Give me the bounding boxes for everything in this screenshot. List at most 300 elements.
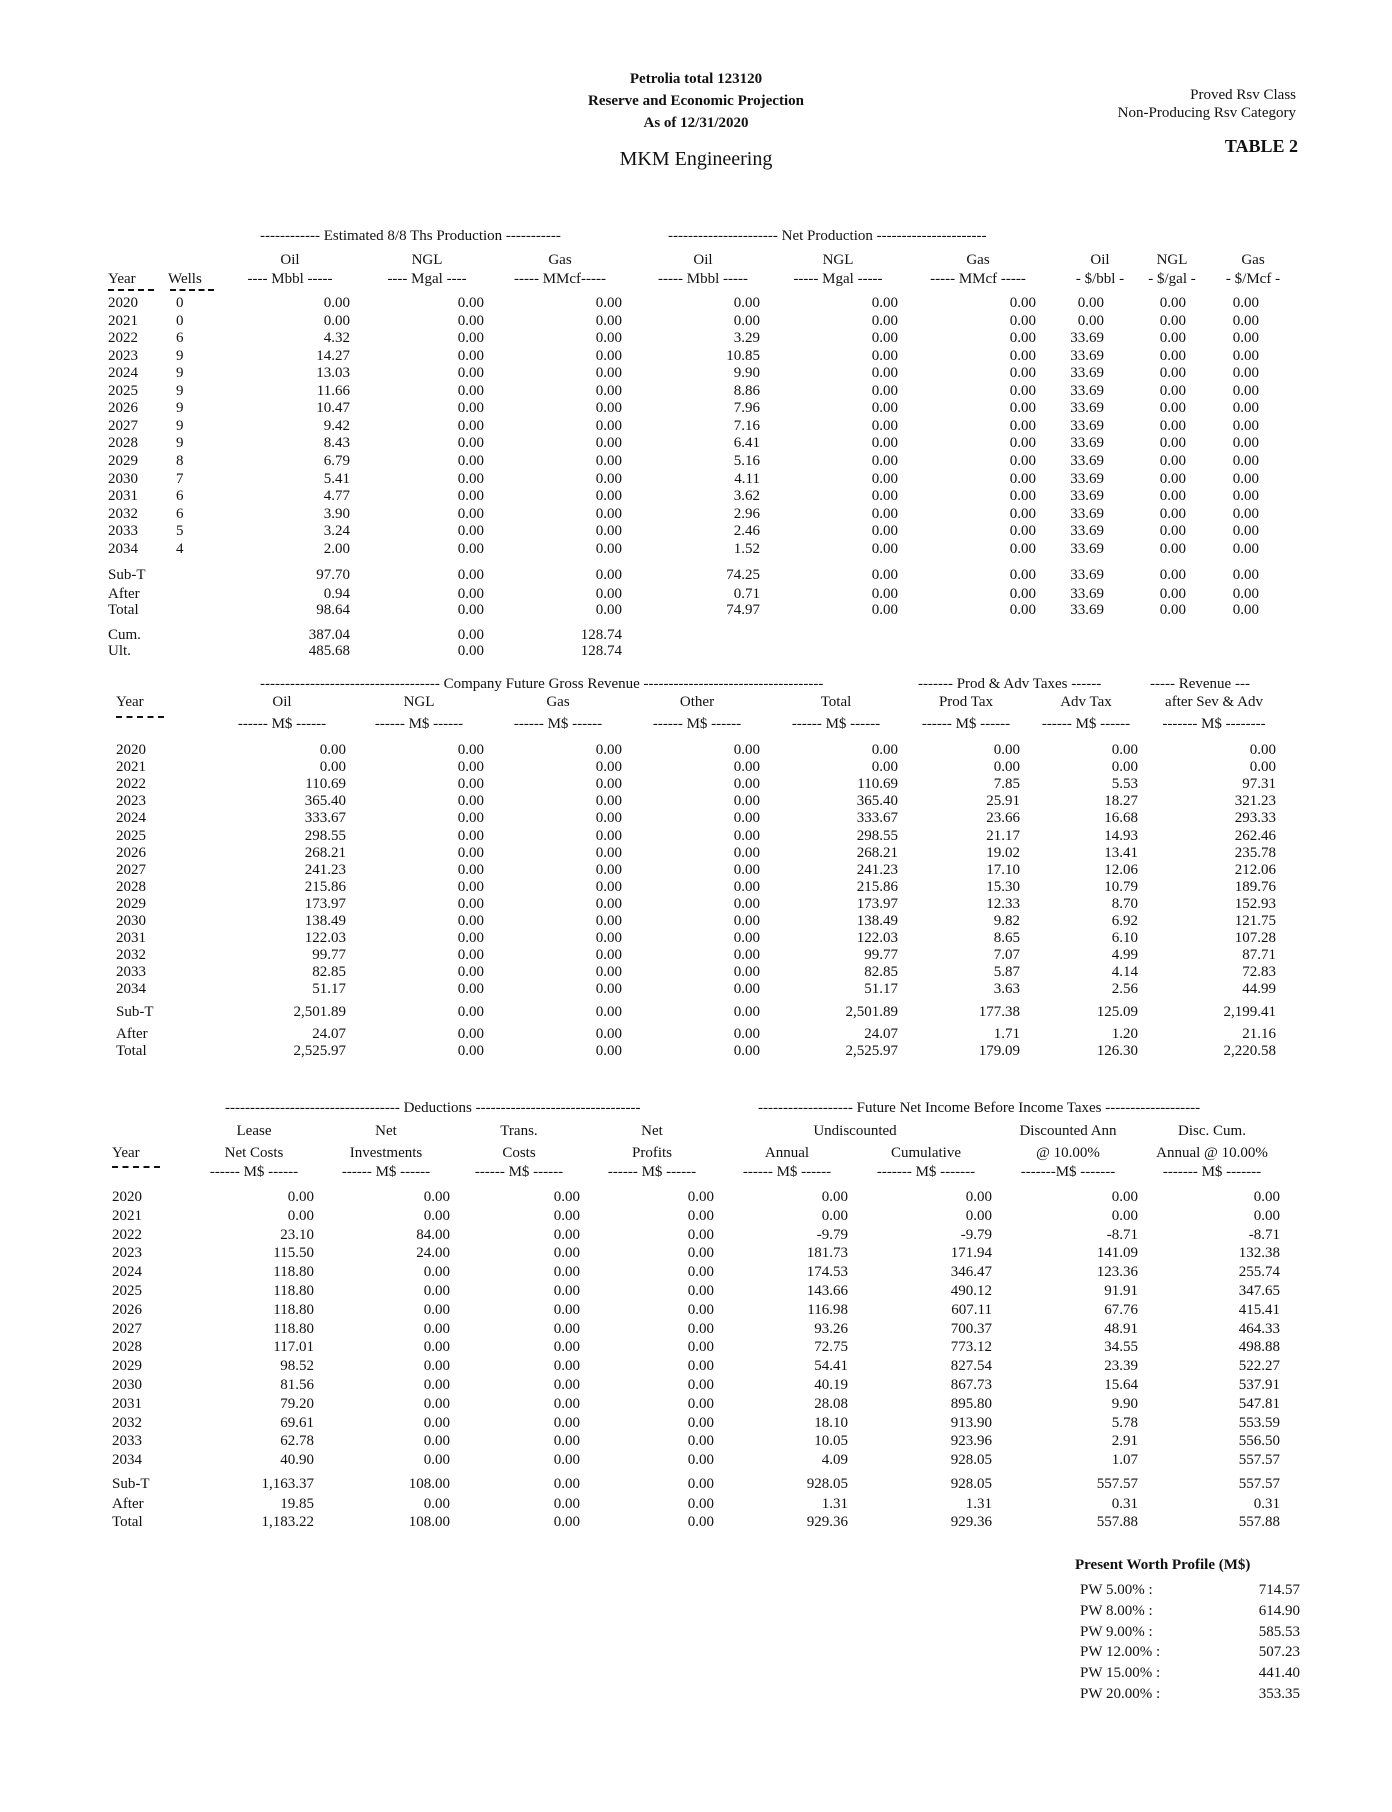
cell: 0.00 [1159, 523, 1186, 540]
cell: 0.00 [553, 1395, 580, 1412]
cell: 0.00 [871, 365, 898, 382]
cell: 0.00 [1009, 400, 1036, 417]
cell: 0.00 [1009, 602, 1036, 618]
cell: 0.00 [1253, 1207, 1280, 1224]
cell: 0.00 [1009, 347, 1036, 364]
cell: 522.27 [1238, 1358, 1280, 1375]
cell: 607.11 [951, 1301, 992, 1318]
cell: 0.00 [687, 1264, 714, 1281]
title-line-3: As of 12/31/2020 [643, 115, 749, 131]
cell: 556.50 [1238, 1433, 1280, 1450]
cell: 91.91 [1104, 1283, 1138, 1299]
cell: 353.35 [1258, 1686, 1300, 1702]
cell: 138.49 [304, 913, 346, 929]
cell: 0.00 [871, 417, 898, 434]
cell: 9.90 [733, 365, 760, 382]
cell: Prod Tax [938, 694, 994, 710]
cell: 507.23 [1258, 1644, 1300, 1661]
cell: Other [679, 694, 715, 710]
cell: 138.49 [856, 913, 898, 929]
cell: 537.91 [1238, 1377, 1280, 1393]
cell: 0.00 [319, 742, 346, 758]
cell: 3.62 [733, 488, 760, 505]
rsv-category: Non-Producing Rsv Category [1117, 105, 1296, 121]
cell: 2029 [116, 895, 146, 912]
cell: 557.57 [1238, 1476, 1280, 1492]
cell: 2026 [112, 1301, 142, 1318]
cell: 928.05 [950, 1476, 992, 1492]
cell: 2.96 [733, 505, 760, 522]
cell: 0.00 [871, 330, 898, 347]
cell: 0.00 [1009, 435, 1036, 452]
cell: 387.04 [308, 627, 350, 643]
cell: NGL [822, 252, 854, 268]
cell: 0.00 [733, 947, 760, 964]
cell: 553.59 [1238, 1414, 1280, 1431]
cell: PW 12.00% : [1080, 1644, 1161, 1661]
cell: 2034 [108, 540, 138, 557]
cell: Net [641, 1123, 663, 1139]
cell: ------ M$ ------ [921, 716, 1011, 732]
present-worth-row [0, 1663, 1392, 1684]
cell: 2.91 [1111, 1433, 1138, 1450]
cell: 0.00 [553, 1226, 580, 1243]
cell: 2,220.58 [1223, 1043, 1276, 1059]
cell: 0.00 [733, 964, 760, 981]
cell: 1,163.37 [261, 1476, 314, 1492]
cell: 498.88 [1238, 1339, 1280, 1356]
cell: 116.98 [807, 1301, 848, 1318]
cell: 72.75 [814, 1339, 848, 1356]
cell: 0.00 [1159, 365, 1186, 382]
cell: 2028 [108, 435, 138, 452]
cell: 15.30 [986, 878, 1020, 895]
cell: 0.00 [821, 1207, 848, 1224]
cell: 0.00 [1009, 382, 1036, 399]
cell: 62.78 [280, 1433, 314, 1450]
cell: 0.00 [595, 417, 622, 434]
cell: 51.17 [312, 981, 346, 998]
cell: 8 [176, 452, 184, 469]
cell: 6.10 [1111, 930, 1138, 947]
cell: 9 [176, 435, 184, 452]
cell: Investments [349, 1145, 423, 1161]
cell: 0.00 [733, 742, 760, 758]
cell: Trans. [500, 1123, 538, 1139]
cell: 0.00 [553, 1320, 580, 1337]
cell: 0.00 [687, 1320, 714, 1337]
cell: 0.00 [595, 844, 622, 861]
cell: Profits [631, 1145, 672, 1161]
cell: 0.00 [1232, 470, 1259, 487]
cell: 4.14 [1111, 964, 1138, 981]
cell: 1,183.22 [261, 1514, 314, 1530]
cell: 2023 [116, 793, 146, 810]
cell: 0.00 [993, 742, 1020, 758]
cell: 0.00 [1159, 567, 1186, 583]
cell: 0.00 [871, 347, 898, 364]
cell: 0.00 [553, 1496, 580, 1512]
cell: 0.00 [319, 759, 346, 776]
cell: 118.80 [273, 1301, 314, 1318]
cell: 0.00 [457, 540, 484, 557]
cell: 0.00 [1159, 312, 1186, 329]
cell: 928.05 [806, 1476, 848, 1492]
cell: 0.00 [287, 1207, 314, 1224]
cell: 33.69 [1070, 523, 1104, 540]
cell: 0.00 [595, 1043, 622, 1059]
cell: 0.00 [1159, 452, 1186, 469]
cell: 0.00 [423, 1414, 450, 1431]
cell: Net Costs [224, 1145, 284, 1161]
cell: After [116, 1026, 148, 1042]
cell: 614.90 [1258, 1602, 1300, 1619]
cell: 40.19 [814, 1377, 848, 1393]
cell: 0.00 [1159, 470, 1186, 487]
cell: Adv Tax [1060, 694, 1112, 710]
cell: Annual @ 10.00% [1156, 1145, 1268, 1161]
cell: 141.09 [1096, 1245, 1138, 1262]
cell: 4.11 [734, 470, 760, 487]
cell: 0.00 [1009, 365, 1036, 382]
cell: 0.00 [1159, 295, 1186, 311]
cell: 2021 [112, 1207, 142, 1224]
cell: 33.69 [1070, 540, 1104, 557]
cell: 4.77 [323, 488, 350, 505]
cell: 0.00 [457, 295, 484, 311]
cell: 0.00 [287, 1189, 314, 1205]
cell: ------ M$ ------ [341, 1164, 431, 1180]
cell: 21.16 [1242, 1026, 1276, 1042]
cell: 33.69 [1070, 602, 1104, 618]
cell: 241.23 [856, 861, 898, 878]
cell: 0.00 [687, 1414, 714, 1431]
cell: Cumulative [891, 1145, 961, 1161]
cell: 2021 [108, 312, 138, 329]
cell: 700.37 [950, 1320, 992, 1337]
cell: 0.00 [423, 1339, 450, 1356]
cell: 0.00 [595, 586, 622, 602]
cell: 0.00 [687, 1283, 714, 1299]
cell: 0.00 [457, 602, 484, 618]
cell: PW 5.00% : [1080, 1582, 1153, 1598]
cell: 0.00 [871, 586, 898, 602]
cell: 21.17 [986, 827, 1020, 844]
cell: 0.00 [553, 1414, 580, 1431]
cell: 9 [176, 365, 184, 382]
cell: 0.00 [457, 793, 484, 810]
cell: 2030 [112, 1377, 142, 1393]
table-label: TABLE 2 [1224, 136, 1298, 156]
cell: ------ M$ ------ [474, 1164, 564, 1180]
cell: 33.69 [1070, 586, 1104, 602]
cell: 0.00 [595, 759, 622, 776]
cell: 0.00 [871, 567, 898, 583]
cell: 2026 [116, 844, 146, 861]
cell: 7.85 [993, 776, 1020, 793]
present-worth-title: Present Worth Profile (M$) [1075, 1557, 1251, 1573]
cell: After [112, 1496, 144, 1512]
cell: 7 [176, 470, 184, 487]
cell: 44.99 [1242, 981, 1276, 998]
cell: 0.00 [595, 947, 622, 964]
cell: 0.00 [687, 1189, 714, 1205]
cell: 0.00 [687, 1226, 714, 1243]
cell: 33.69 [1070, 505, 1104, 522]
cell: 0.00 [323, 312, 350, 329]
cell: 17.10 [986, 861, 1020, 878]
cell: 81.56 [280, 1377, 314, 1393]
cell: 97.31 [1242, 776, 1276, 793]
cell: 0.00 [457, 1043, 484, 1059]
cell: 0.00 [733, 295, 760, 311]
cell: 0.00 [871, 452, 898, 469]
cell: 8.43 [323, 435, 350, 452]
cell: 128.74 [580, 643, 622, 659]
cell: 19.02 [986, 844, 1020, 861]
cell: 0.00 [595, 602, 622, 618]
cell: 5.16 [733, 452, 760, 469]
cell: 4.09 [821, 1452, 848, 1469]
cell: 0.00 [1159, 382, 1186, 399]
cell: -9.79 [816, 1226, 848, 1243]
cell: 6 [176, 330, 184, 347]
company-name: MKM Engineering [619, 148, 773, 170]
cell: 40.90 [280, 1452, 314, 1469]
cell: Oil [693, 252, 713, 268]
cell: 0.00 [1159, 400, 1186, 417]
cell: 0.00 [1111, 1207, 1138, 1224]
cell: 0.00 [595, 964, 622, 981]
cell: 0.00 [595, 312, 622, 329]
cell: 2.00 [323, 540, 350, 557]
cell: 0.00 [1232, 330, 1259, 347]
cell: 0.00 [1232, 602, 1259, 618]
cell: 13.41 [1104, 844, 1138, 861]
cell: 0.00 [457, 382, 484, 399]
cell: 0.00 [733, 1004, 760, 1020]
cell: 174.53 [806, 1264, 848, 1281]
cell: 0.00 [733, 878, 760, 895]
cell: 0.00 [871, 295, 898, 311]
cell: 0.00 [457, 742, 484, 758]
cell: 0.00 [553, 1301, 580, 1318]
cell: 929.36 [950, 1514, 992, 1530]
cell: 0.00 [687, 1496, 714, 1512]
cell: 490.12 [950, 1283, 992, 1299]
cell: 99.77 [864, 947, 898, 964]
cell: Gas [1241, 252, 1265, 268]
cell: 2025 [112, 1283, 142, 1299]
cell: 714.57 [1258, 1582, 1300, 1598]
present-worth-row [0, 1601, 1392, 1622]
cell: 0.00 [871, 488, 898, 505]
cell: 84.00 [416, 1226, 450, 1243]
cell: 12.06 [1104, 861, 1138, 878]
cell: 241.23 [304, 861, 346, 878]
cell: 0.00 [871, 400, 898, 417]
cell: PW 9.00% : [1080, 1623, 1153, 1640]
cell: 2.46 [733, 523, 760, 540]
cell: 0.00 [553, 1514, 580, 1530]
cell: 0.00 [1159, 586, 1186, 602]
cell: 173.97 [304, 895, 346, 912]
cell: 0.00 [553, 1283, 580, 1299]
cell: NGL [403, 694, 435, 710]
cell: 25.91 [986, 793, 1020, 810]
cell: 0.00 [871, 382, 898, 399]
cell: 0.00 [423, 1395, 450, 1412]
cell: 14.27 [316, 347, 350, 364]
cell: 0.00 [1159, 505, 1186, 522]
cell: 0.00 [423, 1264, 450, 1281]
cell: Ult. [108, 643, 131, 659]
cell: 0.00 [965, 1189, 992, 1205]
cell: 0.00 [871, 759, 898, 776]
cell: 23.10 [280, 1226, 314, 1243]
cell: 2,501.89 [845, 1004, 898, 1020]
cell: 13.03 [316, 365, 350, 382]
cell: 72.83 [1242, 964, 1276, 981]
cell: Wells [168, 271, 202, 287]
cell: 0.00 [595, 793, 622, 810]
cell: 0.00 [733, 793, 760, 810]
cell: Year [116, 694, 144, 710]
title-line-2: Reserve and Economic Projection [588, 93, 804, 109]
cell: 0.00 [821, 1189, 848, 1205]
cell: 33.69 [1070, 347, 1104, 364]
cell: 0.00 [595, 330, 622, 347]
cell: 0.00 [595, 878, 622, 895]
present-worth-row [0, 1642, 1392, 1663]
cell: 0.00 [1077, 312, 1104, 329]
cell: 0.00 [687, 1395, 714, 1412]
cell: 0.00 [1159, 435, 1186, 452]
cell: 2022 [112, 1226, 142, 1243]
cell: 0.31 [1111, 1496, 1138, 1512]
cell: 23.39 [1104, 1358, 1138, 1375]
cell: 0.00 [457, 523, 484, 540]
cell: 0.00 [733, 844, 760, 861]
cell: 1.71 [993, 1026, 1020, 1042]
cell: 0.00 [1159, 417, 1186, 434]
cell: 0.00 [1009, 505, 1036, 522]
cell: 5.41 [323, 470, 350, 487]
cell: ----- Mgal ----- [793, 271, 883, 287]
cell: ------- M$ ------- [1162, 1164, 1262, 1180]
cell: 2024 [112, 1264, 142, 1281]
cell: 365.40 [304, 793, 346, 810]
cell: 2032 [116, 947, 146, 964]
cell: Gas [966, 252, 990, 268]
cell: Total [112, 1514, 143, 1530]
cell: 0.00 [457, 759, 484, 776]
cell: 0.00 [1232, 400, 1259, 417]
cell: Undiscounted [813, 1123, 897, 1139]
cell: 0.00 [595, 365, 622, 382]
cell: 171.94 [950, 1245, 992, 1262]
cell: 118.80 [273, 1320, 314, 1337]
cell: 262.46 [1234, 827, 1276, 844]
cell: 0.00 [1159, 330, 1186, 347]
cell: 0.00 [595, 1026, 622, 1042]
cell: 0.00 [733, 810, 760, 827]
cell: 0.00 [1249, 759, 1276, 776]
cell: 0.00 [1009, 417, 1036, 434]
cell: 2,525.97 [845, 1043, 898, 1059]
cell: 0.00 [595, 567, 622, 583]
cell: 98.52 [280, 1358, 314, 1375]
cell: 0.00 [457, 827, 484, 844]
group-header-taxes: ------- Prod & Adv Taxes ------ [918, 676, 1102, 692]
cell: 0.00 [687, 1433, 714, 1450]
cell: 0.00 [423, 1377, 450, 1393]
cell: 97.70 [316, 567, 350, 583]
cell: 0.00 [595, 452, 622, 469]
cell: 0.00 [1009, 540, 1036, 557]
cell: 0.00 [457, 981, 484, 998]
cell: 0.00 [457, 1026, 484, 1042]
cell: 0.00 [1253, 1189, 1280, 1205]
cell: 867.73 [950, 1377, 992, 1393]
cell: 0.00 [871, 470, 898, 487]
cell: 0.00 [1009, 470, 1036, 487]
cell: 212.06 [1234, 861, 1276, 878]
cell: 0.00 [1249, 742, 1276, 758]
cell: 0.31 [1253, 1496, 1280, 1512]
cell: 347.65 [1238, 1283, 1280, 1299]
cell: 0.00 [687, 1207, 714, 1224]
cell: 215.86 [304, 878, 346, 895]
cell: 0.00 [595, 742, 622, 758]
cell: 0.00 [553, 1476, 580, 1492]
cell: 0.00 [871, 523, 898, 540]
cell: 54.41 [814, 1358, 848, 1375]
cell: 33.69 [1070, 330, 1104, 347]
cell: 28.08 [814, 1395, 848, 1412]
cell: 0.00 [1232, 347, 1259, 364]
cell: 8.86 [733, 382, 760, 399]
cell: 0.00 [457, 488, 484, 505]
cell: 3.90 [323, 505, 350, 522]
cell: 913.90 [950, 1414, 992, 1431]
cell: 0.00 [457, 947, 484, 964]
cell: 4.99 [1111, 947, 1138, 964]
cell: 0.00 [1009, 488, 1036, 505]
cell: Year [112, 1145, 140, 1161]
cell: 2034 [116, 981, 146, 998]
cell: 2023 [112, 1245, 142, 1262]
cell: 0.00 [457, 312, 484, 329]
cell: 2025 [116, 827, 146, 844]
cell: - $/bbl - [1075, 271, 1125, 287]
cell: Sub-T [116, 1004, 154, 1020]
cell: 0.00 [457, 400, 484, 417]
cell: 11.66 [316, 382, 350, 399]
cell: -9.79 [960, 1226, 992, 1243]
cell: -------M$ ------- [1020, 1164, 1116, 1180]
cell: 2029 [108, 452, 138, 469]
cell: 0.00 [687, 1358, 714, 1375]
cell: 33.69 [1070, 488, 1104, 505]
cell: 110.69 [857, 776, 898, 793]
cell: 0.00 [595, 981, 622, 998]
cell: - $/gal - [1148, 271, 1196, 287]
cell: -8.71 [1106, 1226, 1138, 1243]
cell: 0.00 [1009, 330, 1036, 347]
cell: 929.36 [806, 1514, 848, 1530]
cell: 0.00 [423, 1358, 450, 1375]
